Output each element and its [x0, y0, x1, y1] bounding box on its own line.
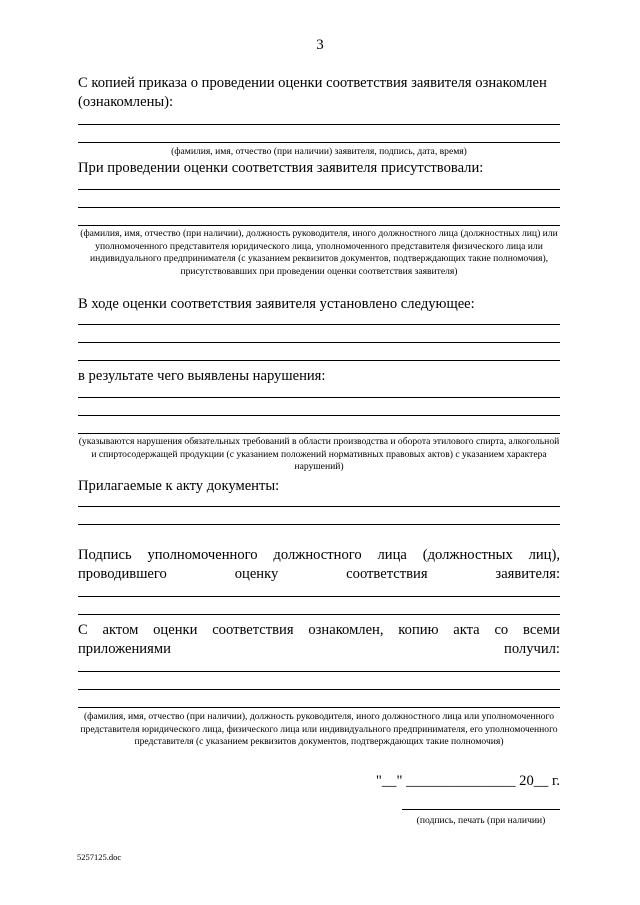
signature-caption: (подпись, печать (при наличии) — [416, 815, 546, 826]
acquaintance-prompt: С копией приказа о проведении оценки соответствия заявителя ознакомлен (ознакомлены): — [78, 75, 547, 110]
fill-line — [78, 207, 560, 208]
signature-line — [402, 809, 560, 810]
violations-caption: (указываются нарушения обязательных требований в области производства и оборота этилового спирта, алкогольной и спиртосодержащей продукции (с указанием положений нормативных правовых актов) с указанием характера нарушений) — [78, 436, 560, 472]
attachments-prompt: Прилагаемые к акту документы: — [78, 478, 280, 494]
document-filename: 5257125.doc — [77, 852, 122, 862]
fill-line — [78, 360, 560, 361]
fill-line — [78, 614, 560, 615]
date-field: "__" _______________ 20__ г. — [375, 773, 560, 789]
fill-line — [78, 506, 560, 507]
fill-line — [78, 415, 560, 416]
violations-prompt: в результате чего выявлены нарушения: — [78, 368, 326, 384]
fill-line — [78, 324, 560, 325]
fill-line — [78, 671, 560, 672]
fill-line — [78, 596, 560, 597]
fill-line — [78, 397, 560, 398]
fill-line — [78, 689, 560, 690]
receipt-caption: (фамилия, имя, отчество (при наличии), должность руководителя, иного должностного лица или уполномоченного представителя юридического лица, физического лица или индивидуального предпринимателя, его уполномоченного представителя (с указанием реквизитов документов, подтверждающих такие полномочия) — [80, 711, 558, 747]
fill-line — [78, 142, 560, 143]
fill-line — [78, 342, 560, 343]
present-prompt: При проведении оценки соответствия заявителя присутствовали: — [78, 160, 484, 176]
fill-line — [78, 225, 560, 226]
receipt-prompt: С актом оценки соответствия ознакомлен, копию акта со всеми приложениями получил: — [78, 622, 560, 657]
fill-line — [78, 124, 560, 125]
fill-line — [78, 433, 560, 434]
fill-line — [78, 189, 560, 190]
page-number: 3 — [316, 37, 324, 53]
fill-line — [78, 524, 560, 525]
fill-line — [78, 707, 560, 708]
acquaintance-caption: (фамилия, имя, отчество (при наличии) заявителя, подпись, дата, время) — [171, 146, 467, 157]
present-caption: (фамилия, имя, отчество (при наличии), должность руководителя, иного должностного лица (должностных лиц) или уполномоченного представителя юридического лица, уполномоченного представителя физического лица или индивидуального предпринимателя (с указанием реквизитов документов, подтверждающих такие полномочия), присутствовавших при проведении оценки соответствия заявителя) — [80, 228, 558, 277]
findings-prompt: В ходе оценки соответствия заявителя установлено следующее: — [78, 296, 475, 312]
signature-prompt: Подпись уполномоченного должностного лица (должностных лиц), проводившего оценку соответствия заявителя: — [78, 547, 560, 582]
